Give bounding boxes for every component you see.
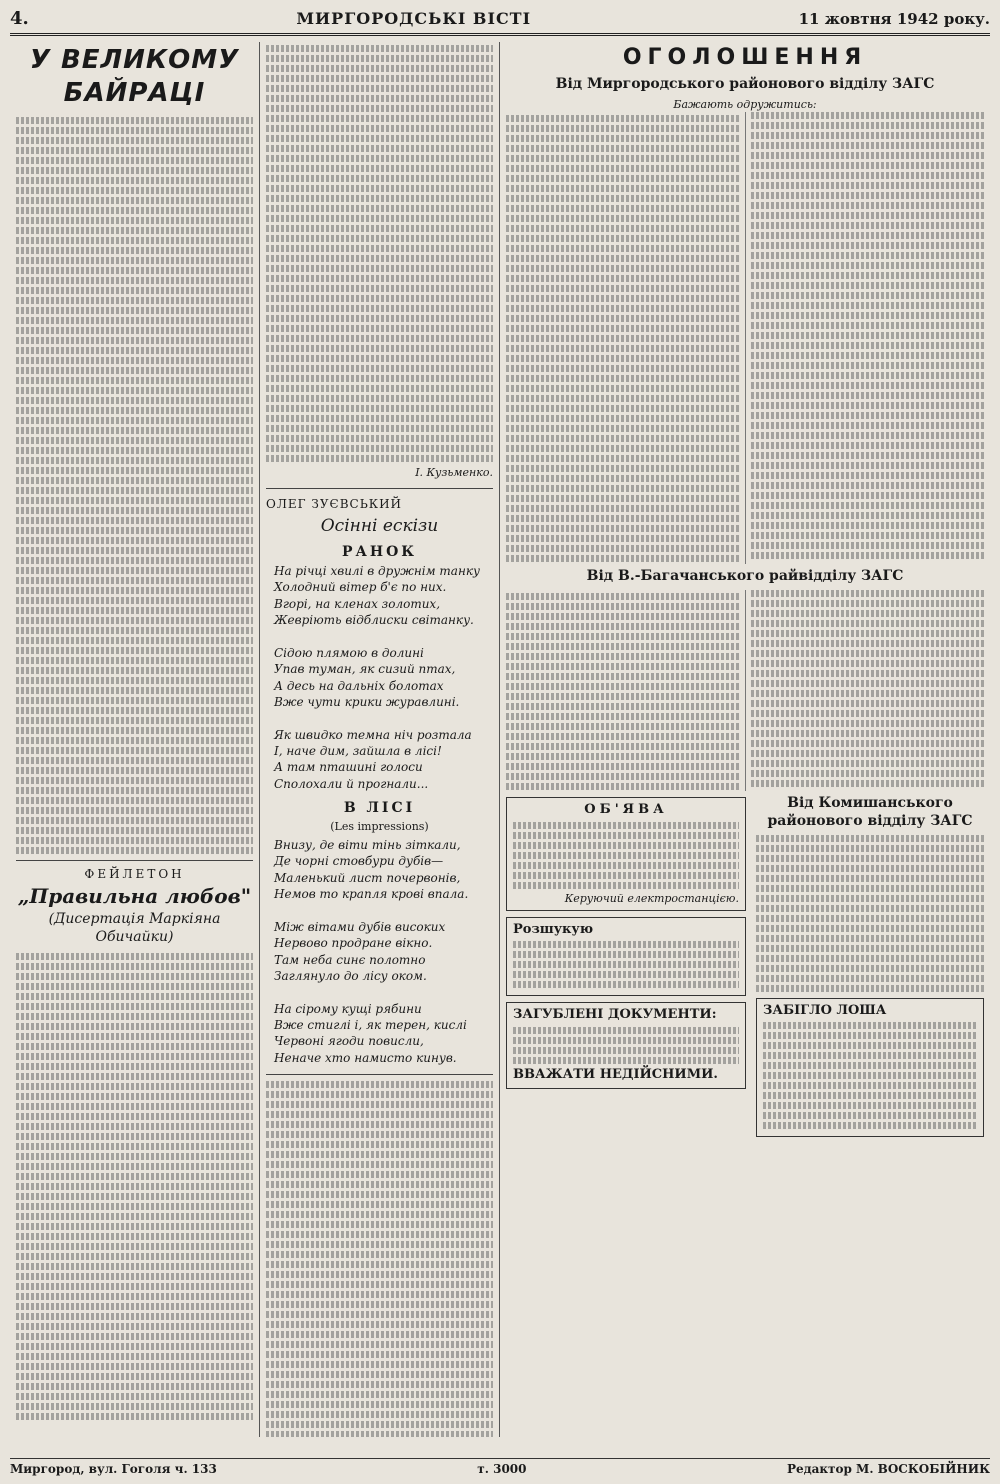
zags-komyshnia-list [756,835,984,992]
lost-horse-notice [756,998,984,1138]
column-1 [10,42,260,1437]
announcements-heading: ОГОЛОШЕННЯ [622,45,868,70]
lost-docs-notice [506,1002,746,1088]
poem-line: Маленький лист почервонів, [274,870,461,885]
poem-morning-title: РАНОК [341,544,418,561]
wanted-title: Розшукую [513,921,594,937]
poem-line: Вгорі, на кленах золотих, [274,596,441,611]
newspaper-title: МИРГОРОДСЬКІ ВІСТІ [296,9,532,28]
poem-line: Де чорні стовбури дубів— [274,854,444,869]
main-headline: У ВЕЛИКОМУ БАЙРАЦІ [29,45,240,109]
poem-line: Нервово продране вікно. [274,936,433,951]
poem-line: Холодний вітер б'є по них. [274,580,447,595]
feuilleton-body-left [16,953,253,1420]
poem-line: Немов то крапля крові впала. [274,887,469,902]
poem-forest-title: В ЛІСІ [343,800,416,817]
column-3 [500,42,990,1437]
footer-address: Миргород, вул. Гоголя ч. 133 [10,1462,217,1476]
main-article-continued [266,45,493,462]
poem-line: Там неба синє полотно [274,952,426,967]
poem-line: Вже чути крики журавлині. [274,694,460,709]
feuilleton-subtitle: (Дисертація Маркіяна Обичайки) [48,911,221,946]
poem-line: А там пташині голоси [274,760,423,775]
poem-line: Жевріють відблиски світанку. [274,613,474,628]
main-article-body [16,117,253,854]
obyava-title: ОБ'ЯВА [584,802,668,818]
feuilleton-body-right [266,1081,493,1437]
poem-line: Червоні ягоди повисли, [274,1034,424,1049]
obyava-signature: Керуючий електростанцією. [564,891,739,905]
footer-print-run: т. 3000 [477,1462,527,1476]
poem-line: Упав туман, як сизий птах, [274,662,456,677]
page-footer [10,1458,990,1476]
poem-line: Як швидко темна ніч розтала [274,727,472,742]
zags-bagachka-list [506,590,984,792]
poem-forest-subtitle: (Les impressions) [330,820,429,834]
zags-bagachka-heading: Від В.-Багачанського райвідділу ЗАГС [586,567,904,584]
feuilleton-title: „Правильна любов" [17,883,252,908]
poem-forest [274,838,493,1066]
lost-docs-title: ЗАГУБЛЕНІ ДОКУМЕНТИ: [513,1007,717,1023]
poem-line: Внизу, де віти тінь зіткали, [274,838,461,853]
column-2 [260,42,500,1437]
poem-line: Сполохали й прогнали... [274,776,429,791]
zags-myrhorod-heading: Від Миргородського районового відділу ЗАГС [555,76,935,93]
poem-line: Між вітами дубів високих [274,919,446,934]
poem-line: Неначе хто намисто кинув. [274,1050,457,1065]
poem-cycle-title: Осінні ескізи [320,516,439,537]
lost-horse-title: ЗАБІГЛО ЛОША [763,1002,887,1018]
poem-line: На сірому кущі рябини [274,1001,422,1016]
poem-morning [274,564,493,792]
poem-line: А десь на дальніх болотах [274,678,444,693]
poem-line: Заглянуло до лісу оком. [274,968,427,983]
zags-komyshnia-heading: Від Комишанського районового відділу ЗАГС [767,795,973,829]
feuilleton-rubric: ФЕЙЛЕТОН [84,866,185,881]
poet-name: ОЛЕГ ЗУЄВСЬКИЙ [266,497,403,512]
obyava-notice [506,797,746,911]
poem-line: І, наче дим, зайшла в лісі! [274,744,442,759]
article-author: І. Кузьменко. [415,466,493,479]
marry-intro: Бажають одружитись: [673,98,817,112]
lost-docs-tail: ВВАЖАТИ НЕДІЙСНИМИ. [513,1067,718,1082]
poem-line: На річці хвилі в дружнім танку [274,564,480,579]
masthead [10,8,990,36]
poem-line: Вже стиглі і, як терен, кислі [274,1018,467,1033]
zags-myrhorod-list [506,112,984,564]
page-number: 4. [10,8,29,29]
wanted-notice [506,917,746,997]
footer-editor: Редактор М. ВОСКОБІЙНИК [786,1462,990,1476]
issue-date: 11 жовтня 1942 року. [798,10,990,28]
poem-line: Сідою плямою в долині [274,645,424,660]
